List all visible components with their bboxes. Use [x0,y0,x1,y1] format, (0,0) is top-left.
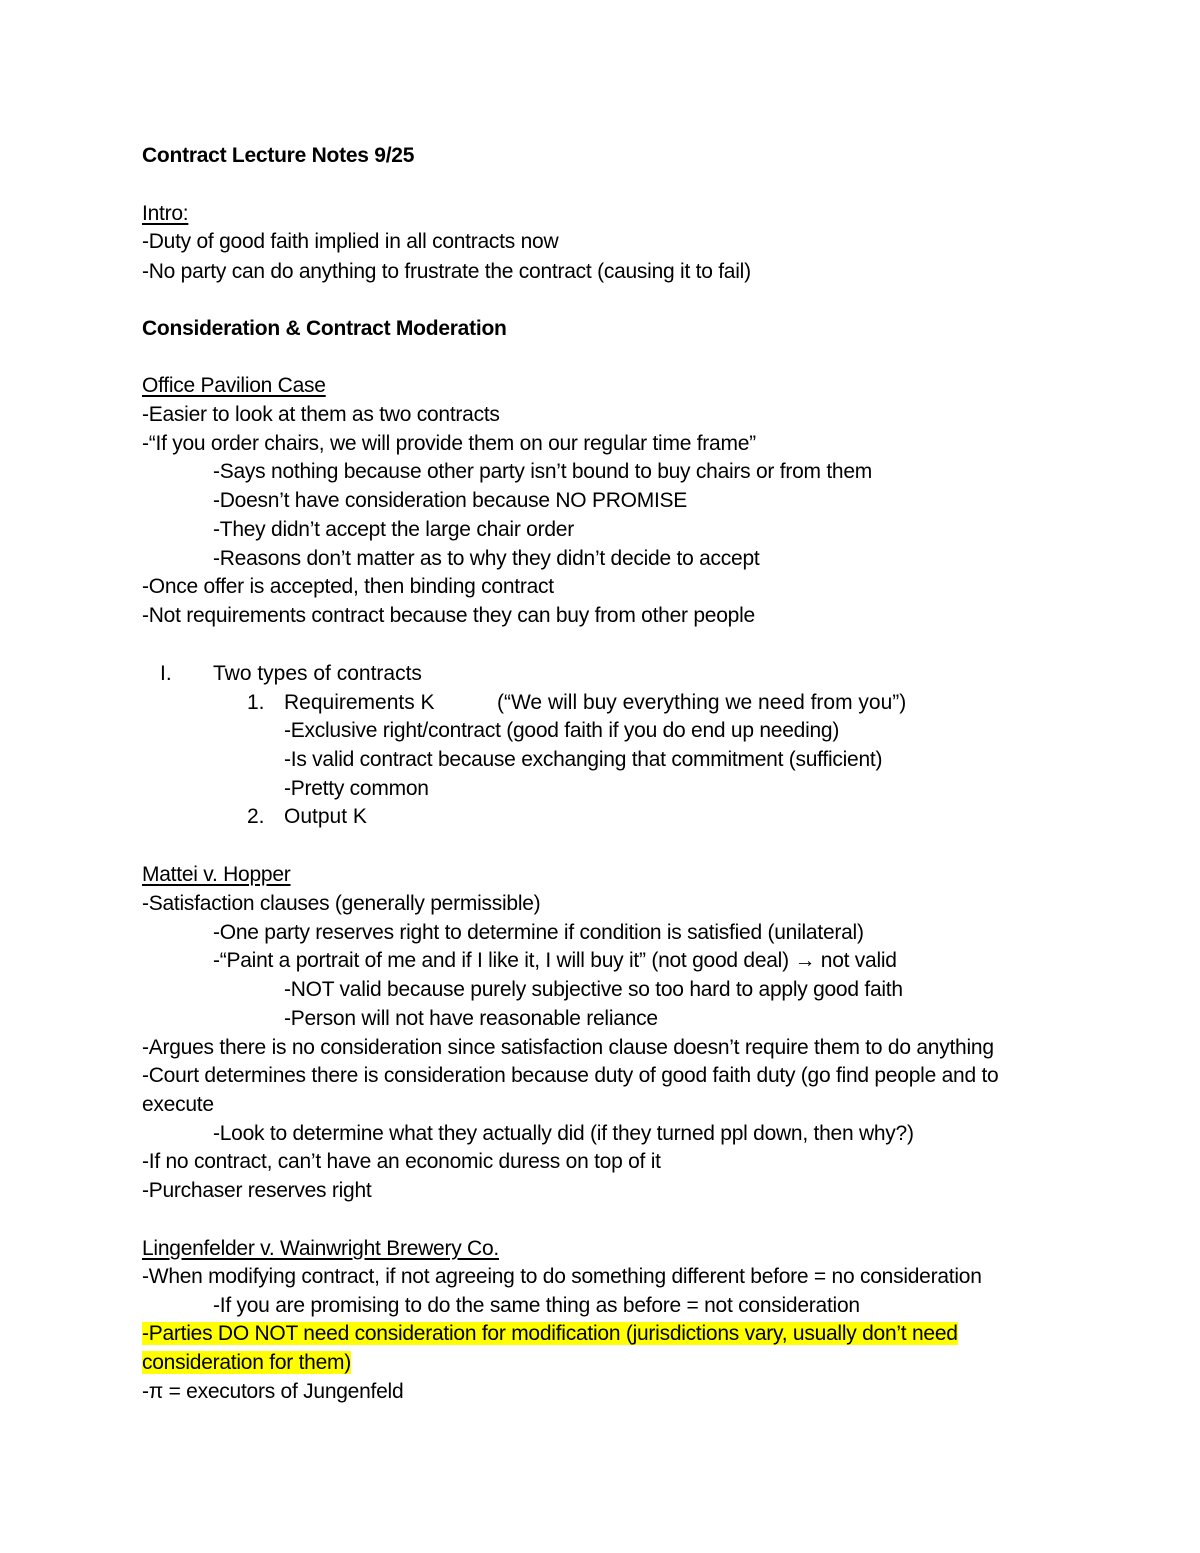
highlight-text-2: consideration for them) [142,1351,352,1374]
requirements-quote: (“We will buy everything we need from you”) [497,691,907,714]
mattei-line-4: -NOT valid because purely subjective so too hard to apply good faith [284,978,903,1001]
mattei-line-10: -Purchaser reserves right [142,1179,372,1202]
section-heading: Consideration & Contract Moderation [142,317,507,340]
mattei-line-7-cont: execute [142,1093,214,1116]
list-marker-2: 2. [247,805,265,828]
mattei-line-3-end: not valid [815,949,897,972]
office-pavilion-line-7: -Once offer is accepted, then binding contract [142,575,554,598]
highlight-text-1: -Parties DO NOT need consideration for modification (jurisdictions vary, usually don’t need [142,1322,958,1345]
list-marker-roman: I. [160,662,172,685]
office-pavilion-line-8: -Not requirements contract because they can buy from other people [142,604,755,627]
mattei-line-3 [213,947,897,975]
mattei-line-8: -Look to determine what they actually did (if they turned ppl down, then why?) [213,1122,914,1145]
office-pavilion-line-5: -They didn’t accept the large chair order [213,518,574,541]
requirements-line-2: -Is valid contract because exchanging that commitment (sufficient) [284,748,883,771]
arrow-right-icon: → [794,949,816,972]
requirements-label: Requirements K [284,691,435,714]
intro-heading: Intro: [142,202,189,225]
types-label: Two types of contracts [213,662,422,685]
highlighted-line-1 [142,1320,958,1348]
lingenfelder-line-3: -π = executors of Jungenfeld [142,1380,404,1403]
lingenfelder-line-1: -When modifying contract, if not agreeing to do something different before = no consideration [142,1265,982,1288]
mattei-heading: Mattei v. Hopper [142,863,291,886]
requirements-line-3: -Pretty common [284,777,429,800]
mattei-line-3-text: -“Paint a portrait of me and if I like it, I will buy it” (not good deal) [213,949,795,972]
requirements-line-1: -Exclusive right/contract (good faith if you do end up needing) [284,719,840,742]
highlighted-line-2 [142,1349,351,1377]
mattei-line-1: -Satisfaction clauses (generally permissible) [142,892,541,915]
intro-line-2: -No party can do anything to frustrate the contract (causing it to fail) [142,260,751,283]
office-pavilion-line-6: -Reasons don’t matter as to why they didn’t decide to accept [213,547,760,570]
office-pavilion-line-1: -Easier to look at them as two contracts [142,403,500,426]
lingenfelder-line-2: -If you are promising to do the same thing as before = not consideration [213,1294,860,1317]
office-pavilion-line-4: -Doesn’t have consideration because NO PROMISE [213,489,688,512]
office-pavilion-line-3: -Says nothing because other party isn’t bound to buy chairs or from them [213,460,873,483]
mattei-line-7: -Court determines there is consideration because duty of good faith duty (go find people and to [142,1064,999,1087]
list-marker-1: 1. [247,691,265,714]
output-label: Output K [284,805,367,828]
office-pavilion-line-2: -“If you order chairs, we will provide them on our regular time frame” [142,432,756,455]
mattei-line-9: -If no contract, can’t have an economic duress on top of it [142,1150,661,1173]
mattei-line-2: -One party reserves right to determine if condition is satisfied (unilateral) [213,921,864,944]
lingenfelder-heading: Lingenfelder v. Wainwright Brewery Co. [142,1237,499,1260]
intro-line-1: -Duty of good faith implied in all contracts now [142,230,559,253]
mattei-line-6: -Argues there is no consideration since satisfaction clause doesn’t require them to do anything [142,1036,994,1059]
mattei-line-5: -Person will not have reasonable reliance [284,1007,658,1030]
office-pavilion-heading: Office Pavilion Case [142,374,326,397]
page-title: Contract Lecture Notes 9/25 [142,144,415,167]
